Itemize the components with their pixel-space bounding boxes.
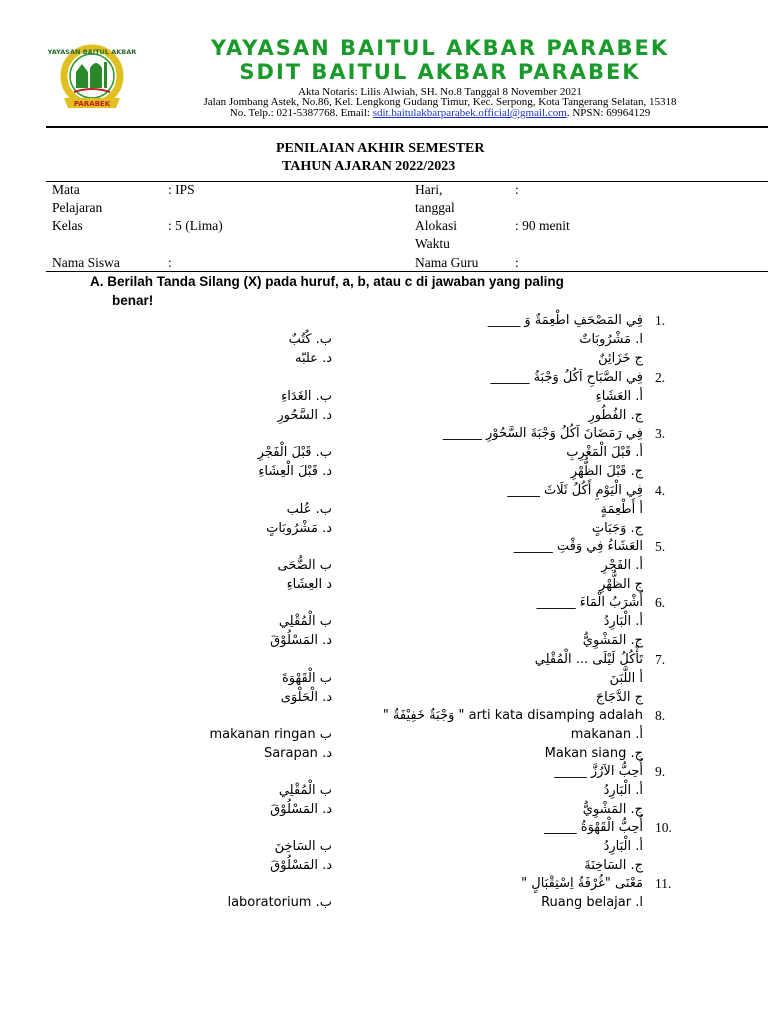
option-b: ب الْمُقْلِي [278, 614, 332, 629]
question-number: 4. [655, 483, 666, 498]
question-number: 6. [655, 595, 666, 610]
option-d: د. الْحَلْوَى [280, 690, 332, 705]
question-text: فِي رَمَضَانَ اَكُلُ وَجْبَةَ السَّحُوْرِ ______ [442, 426, 643, 441]
school-name: SDIT BAITUL AKBAR PARABEK [239, 60, 641, 84]
option-b: ب. قَبْلَ الْفَجْرِ [257, 445, 332, 460]
question-text: arti kata disamping adalah " وَجْبَةٌ خَفِيْفَةٌ " [382, 708, 643, 723]
org-name: YAYASAN BAITUL AKBAR PARABEK [210, 36, 670, 60]
option-c: ج الدَّجَاجَ [595, 690, 643, 705]
option-a: أ اللَّبَنَ [609, 671, 643, 686]
question-number: 1. [655, 313, 666, 328]
option-d: د. المَسْلُوْقَ [270, 858, 332, 873]
question-text: أَشْرَبُ الْمَاءَ ______ [536, 595, 643, 610]
guru-value: : [515, 255, 519, 270]
option-c: ج. المَشْوِيُّ [582, 633, 643, 648]
logo-ribbon-text: PARABEK [73, 100, 111, 108]
question-number: 9. [655, 764, 666, 779]
question-text: مَعْنَى "غُرْفَةُ اِسْتِقْبَالٍ " [521, 876, 643, 891]
siswa-label: Nama Siswa [52, 255, 120, 270]
option-c: ج. المَشْوِيُّ [582, 802, 643, 817]
question-number: 10. [655, 820, 672, 835]
question-text: أُحِبُّ الاَرُزَّ _____ [554, 764, 643, 779]
option-b: ب. الغَدَاءِ [281, 389, 332, 404]
hari-label-1: Hari, [415, 182, 443, 197]
option-c: ج الظُّهْرِ [599, 577, 643, 592]
option-d: د العِشَاءِ [286, 577, 332, 592]
option-b: ب. كُتُبٌ [288, 332, 332, 347]
option-d: د. Sarapan [263, 746, 332, 761]
option-a: أ. الفَجْرِ [601, 558, 643, 573]
question-text: تَأْكُلُ لَيْلَى ... الْمُقْلِي [534, 652, 643, 667]
option-a: ا. مَشْرُوبَاتٌ [579, 332, 643, 347]
question-number: 7. [655, 652, 666, 667]
guru-label: Nama Guru [415, 255, 479, 270]
question-text: فِي الصَّبَاحِ اَكُلُ وَجْبَةُ ______ [490, 370, 643, 385]
question-text: فِي المَصْحَفِ اطْعِمَةٌ وَ _____ [487, 313, 643, 328]
info-bottom-border [46, 271, 768, 272]
hari-label-2: tanggal [415, 200, 455, 215]
option-b: ب makanan ringan [209, 727, 332, 742]
exam-title: PENILAIAN AKHIR SEMESTER [276, 141, 485, 156]
option-b: ب. عُلب [286, 502, 332, 517]
option-d: د. قَبْلَ الْعِشَاءِ [258, 464, 332, 479]
exam-year: TAHUN AJARAN 2022/2023 [282, 159, 456, 174]
question-number: 11. [655, 876, 672, 891]
option-c: ج. وَجَبَاتٍ [591, 521, 643, 536]
option-d: د. مَشْرُوبَاتٍ [266, 521, 332, 536]
option-d: د. السَّحُورِ [277, 408, 332, 423]
option-a: أ. makanan [570, 727, 643, 742]
alokasi-label-2: Waktu [415, 236, 450, 251]
option-d: د. علبّه [294, 351, 332, 366]
option-d: د. المَسْلُوْقَ [270, 633, 332, 648]
option-b: ب الضُّحَى [277, 558, 332, 573]
info-top-border [46, 181, 768, 182]
header-divider [46, 126, 768, 128]
question-number: 5. [655, 539, 666, 554]
option-b: ب الْقَهْوَةَ [281, 671, 332, 686]
mapel-value: : IPS [168, 182, 195, 197]
option-b: ب. laboratorium [227, 895, 332, 910]
siswa-value: : [168, 255, 172, 270]
option-a: أ. العَشَاءِ [595, 389, 643, 404]
mapel-label-2: Pelajaran [52, 200, 103, 215]
question-text: أُحِبُّ الْقَهْوَةُ _____ [544, 820, 643, 835]
notary-line: Akta Notaris: Lilis Alwiah, SH. No.8 Tanggal 8 November 2021 [298, 86, 582, 98]
kelas-value: : 5 (Lima) [168, 218, 223, 233]
question-text: فِي الْيَوْمِ أَكُلُ ثَلَاثَ _____ [507, 483, 643, 498]
section-a-instruction-cont: benar! [112, 293, 154, 308]
alokasi-value: : 90 menit [515, 218, 570, 233]
option-d: د. المَسْلُوْقَ [270, 802, 332, 817]
logo-arc-text: YAYASAN BAITUL AKBAR [47, 48, 137, 56]
npsn-text: . NPSN: 69964129 [566, 107, 651, 119]
option-b: ب الْمُقْلِي [278, 783, 332, 798]
question-number: 2. [655, 370, 666, 385]
school-logo [38, 40, 146, 118]
kelas-label: Kelas [52, 218, 83, 233]
phone-text: No. Telp.: 021-5387768. Email: [229, 107, 373, 119]
option-a: أ أَطْعِمَةٍ [600, 502, 643, 517]
contact-line [160, 107, 720, 119]
option-c: ج. الفُطُورِ [588, 408, 643, 423]
mapel-label-1: Mata [52, 182, 80, 197]
question-number: 3. [655, 426, 666, 441]
option-a: أ. الْبَارِدُ [603, 614, 643, 629]
email-link[interactable]: sdit.baitulakbarparabek.official@gmail.com [372, 107, 567, 119]
question-number: 8. [655, 708, 666, 723]
section-a-instruction: A. Berilah Tanda Silang (X) pada huruf, a, b, atau c di jawaban yang paling [90, 274, 564, 289]
question-text: العَشَاءُ فِي وَقْتِ ______ [513, 539, 643, 554]
address-line: Jalan Jombang Astek, No.86, Kel. Lengkong Gudang Timur, Kec. Serpong, Kota Tangerang Selatan, 15318 [203, 96, 677, 108]
hari-value: : [515, 182, 519, 197]
option-c: ج خَزَائِنٌ [598, 351, 643, 366]
alokasi-label-1: Alokasi [415, 218, 457, 233]
option-c: ج. قَبْلَ الظُّهْرِ [570, 464, 643, 479]
option-b: ب السَاخِنَ [274, 839, 332, 854]
option-a: أ. قَبْلَ الْمَغْرِبِ [566, 445, 643, 460]
option-c: ج. Makan siang [544, 746, 643, 761]
option-a: أ. الْبَارِدُ [603, 783, 643, 798]
option-c: ج. السَاخِنَةَ [584, 858, 643, 873]
option-a: ا. Ruang belajar [541, 895, 643, 910]
option-a: أ. الْبَارِدُ [603, 839, 643, 854]
